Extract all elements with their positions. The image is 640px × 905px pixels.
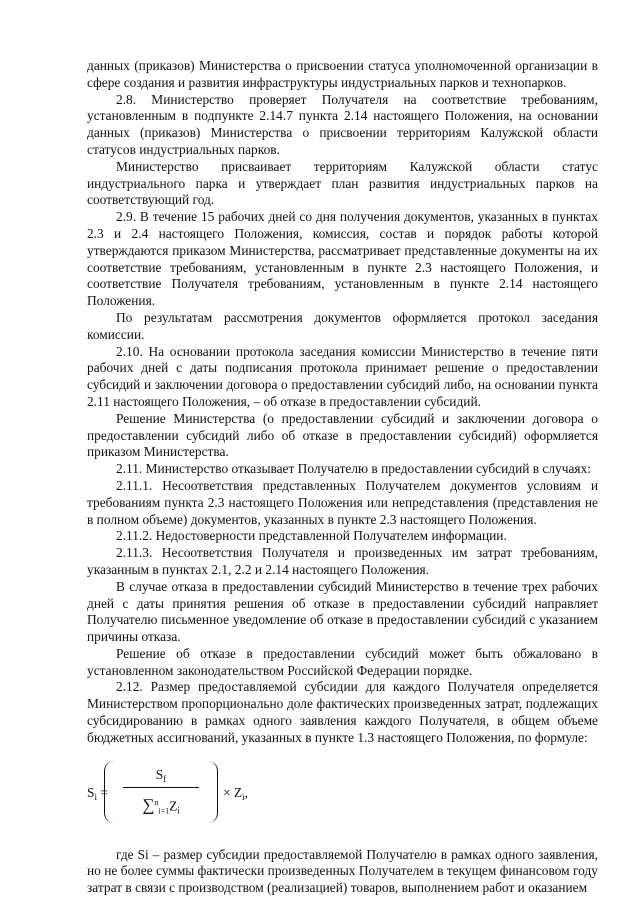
paragraph: По результатам рассмотрения документов оформляется протокол заседания комиссии. [87,309,598,342]
paragraph: 2.9. В течение 15 рабочих дней со дня получения документов, указанных в пунктах 2.3 и 2.4 настоящего Положения, комиссия, состав и порядок работы которой утверждаются приказом Министерства, рассматривает представленные документы на их соответствие требованиям, установленным в пункте 2.3 настоящего Положения, и соответствие Получателя требованиям, установленным в пункте 2.14 настоящего Положения. [87,209,598,309]
left-paren [104,761,115,823]
paragraphs-top [87,58,598,747]
paragraph: 2.11. Министерство отказывает Получателю в предоставлении субсидий в случаях: [116,461,592,477]
paragraph: где Si – размер субсидии предоставляемой Получателю в рамках одного заявления, но не более суммы фактически произведенных Получателем в текущем финансовом году затрат в связи с производством (реализацией) товаров, выполнением работ и оказанием [87,846,598,896]
document-body [87,58,598,897]
paragraph: 2.11.2. Недостоверности представленной Получателем информации. [116,528,507,544]
paragraph: 2.10. На основании протокола заседания комиссии Министерство в течение пяти рабочих дней с даты подписания протокола принимает решение о предоставлении субсидий и заключении договора о предоставлении субсидий либо, на основании пункта 2.11 настоящего Положения, – об отказе в предоставлении субсидий. [87,343,598,409]
right-paren [207,761,218,823]
paragraph: 2.12. Размер предоставляемой субсидии для каждого Получателя определяется Министерством пропорционально доле фактических произведенных затрат, подлежащих субсидированию в рамках одного заявления каждого Получателя, в общем объеме бюджетных ассигнований, указанных в пункте 1.3 настоящего Положения, по формуле: [87,679,598,745]
paragraphs-bottom [87,847,598,897]
paragraph: 2.11.1. Несоответствия представленных Получателем документов условиям и требованиям пункта 2.3 настоящего Положения или непредставления (представления не в полном объеме) документов, указанных в пункте 2.3 настоящего Положения. [87,477,598,527]
fraction-numerator: $S_f$ [155,766,167,784]
formula-rhs: × $Z_i$, [223,784,248,802]
subsidy-formula [87,755,598,839]
formula-fraction [119,765,203,816]
paragraph: Министерство присваивает территориям Калужской области статус индустриального парка и утверждает план развития индустриальных парков на соответствующий год. [87,158,598,208]
paragraph: В случае отказа в предоставлении субсидий Министерство в течение трех рабочих дней с даты принятия решения об отказе в предоставлении субсидий направляет Получателю письменное уведомление об отказе в предоставлении субсидий с указанием причины отказа. [87,578,598,645]
paragraph: данных (приказов) Министерства о присвоении статуса уполномоченной организации в сфере создания и развития инфраструктуры индустриальных парков и технопарков. [87,58,598,90]
formula-lhs: $S_i$ = [87,784,108,802]
paragraph: Решение об отказе в предоставлении субсидий может быть обжаловано в установленном законодательством Российской Федерации порядке. [87,645,598,678]
fraction-denominator: $\sum^n_{i=1}Z_i$ [142,795,180,816]
fraction-bar [123,787,199,788]
paragraph: Решение Министерства (о предоставлении субсидий и заключении договора о предоставлении субсидий либо об отказе в предоставлении субсидий) оформляется приказом Министерства. [87,410,598,460]
paragraph: 2.11.3. Несоответствия Получателя и произведенных им затрат требованиям, указанным в пунктах 2.1, 2.2 и 2.14 настоящего Положения. [87,545,598,577]
paragraph: 2.8. Министерство проверяет Получателя на соответствие требованиям, установленным в подпункте 2.14.7 пункта 2.14 настоящего Положения, на основании данных (приказов) Министерства о присвоении территориям Калужской области статусов индустриальных парков. [87,91,598,157]
